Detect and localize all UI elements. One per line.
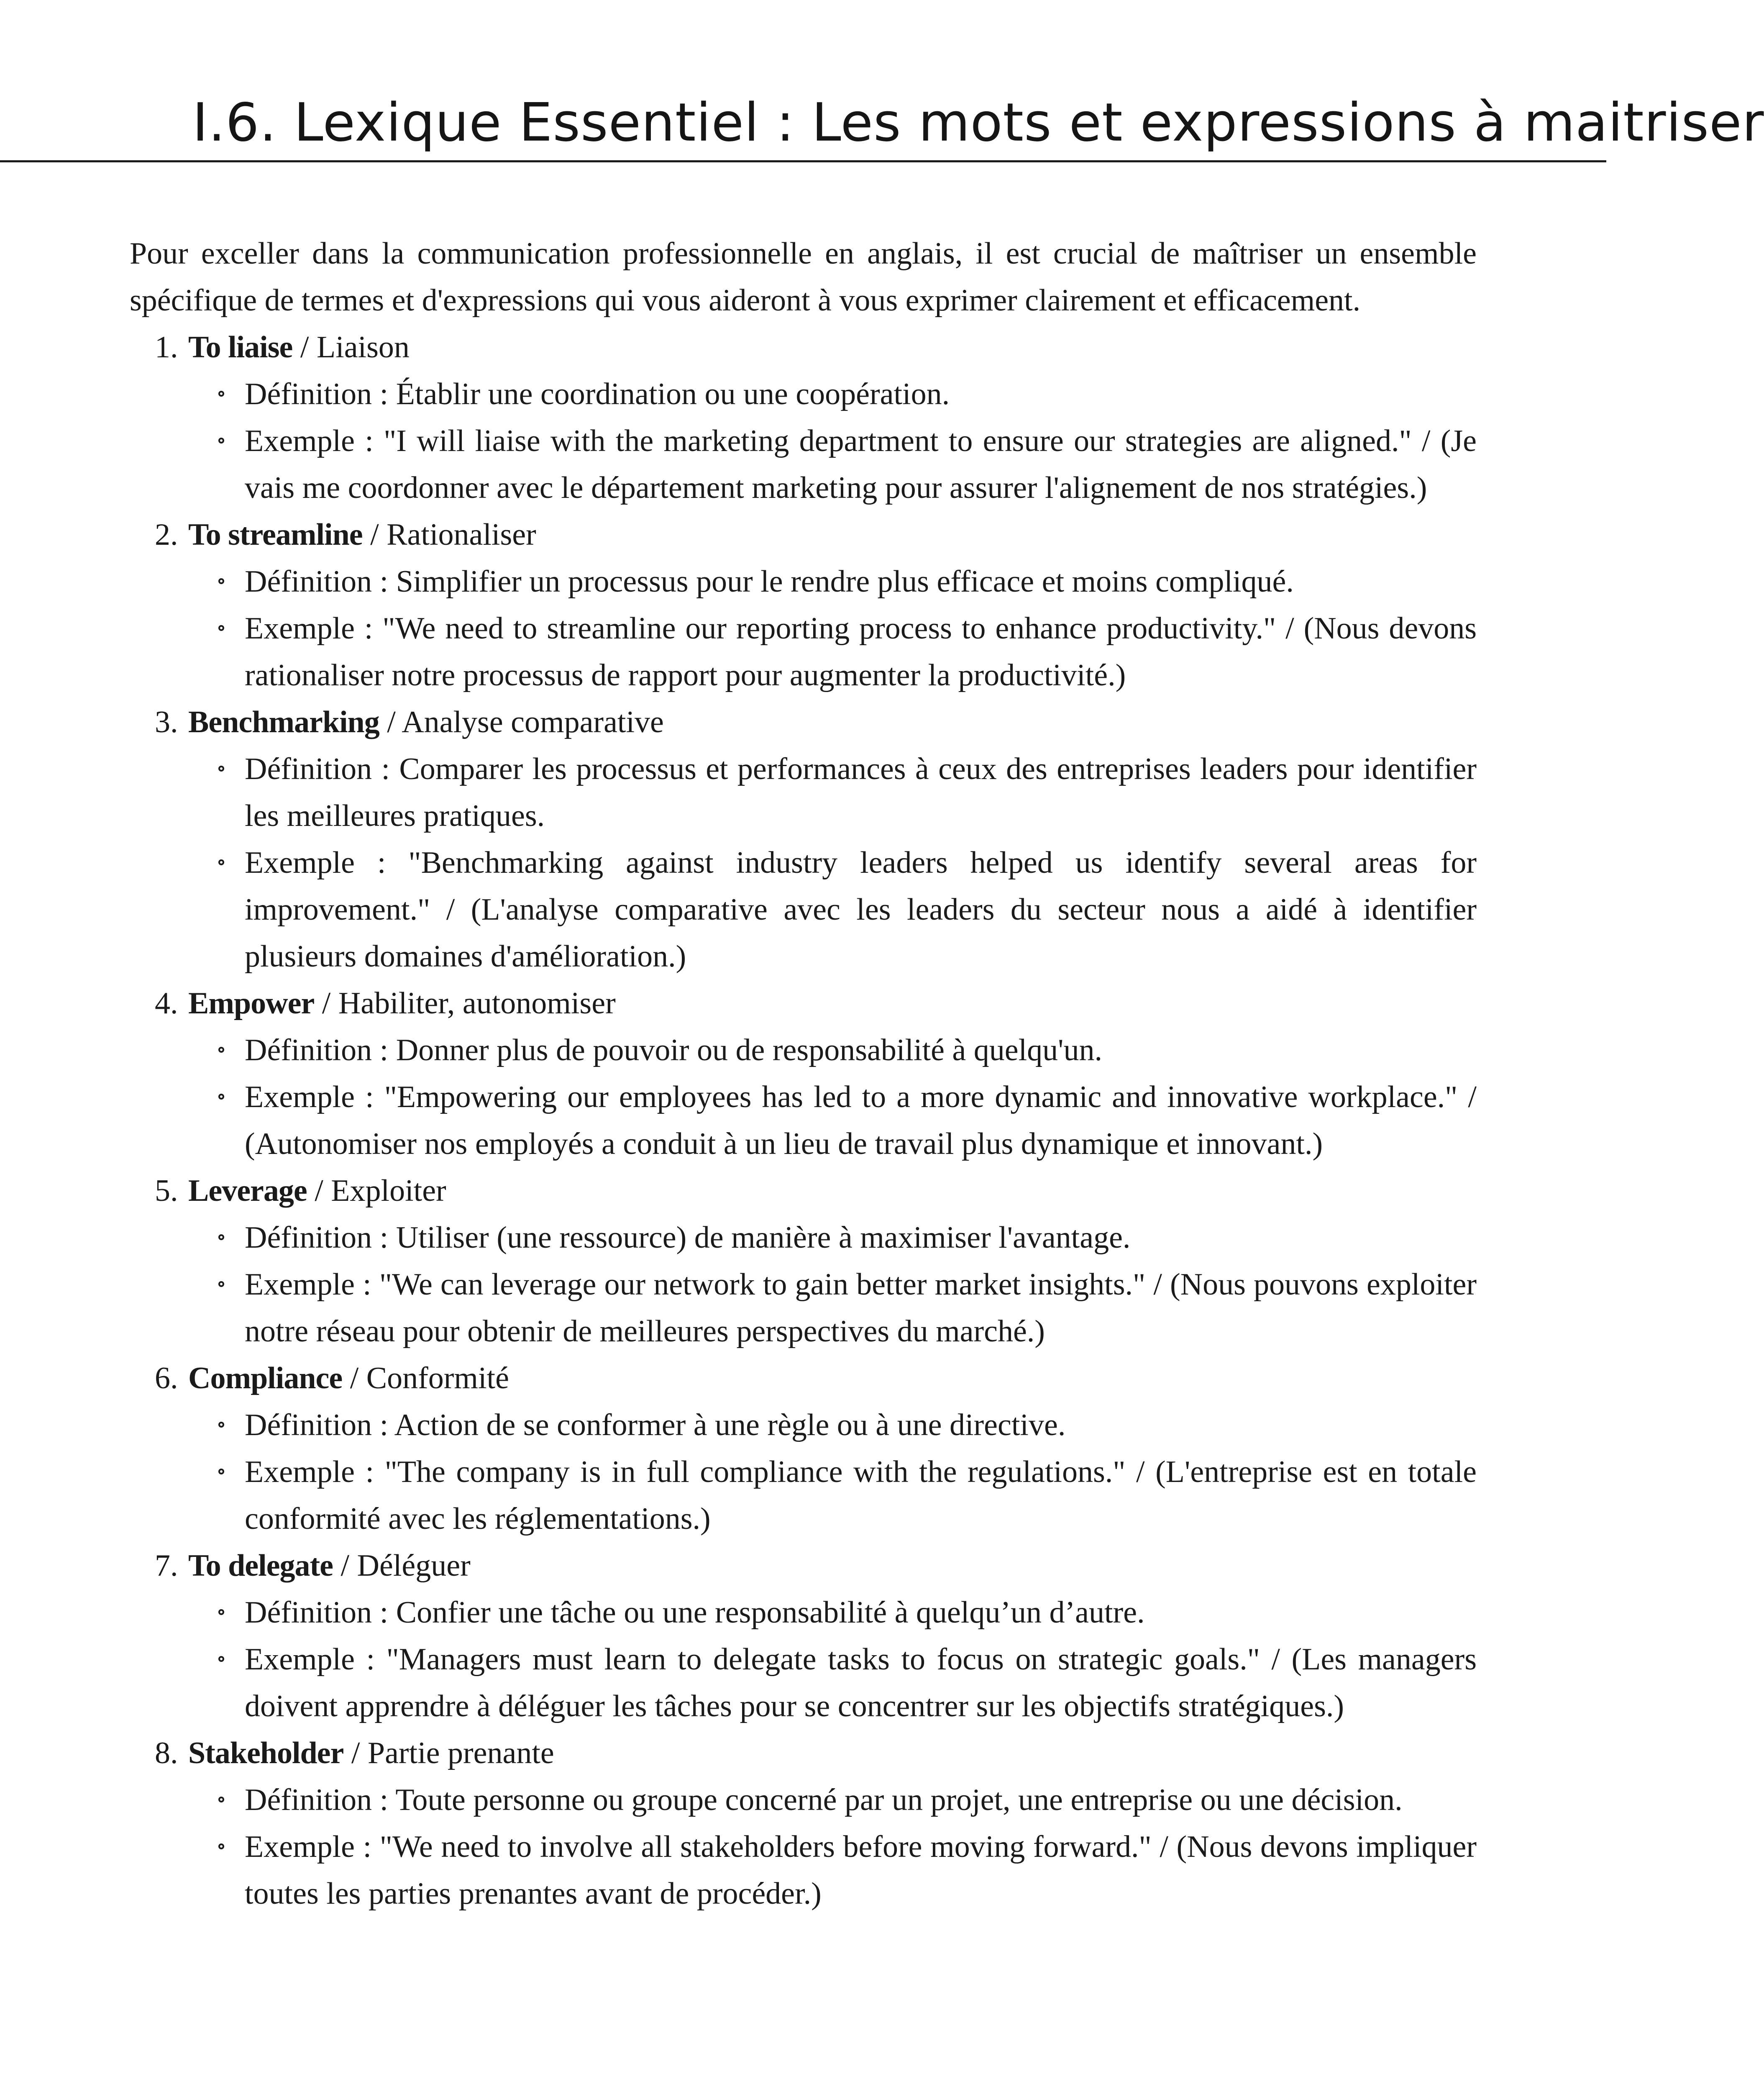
bullet-circle-icon xyxy=(218,391,224,397)
term-translation: / Habiliter, autonomiser xyxy=(314,986,616,1020)
intro-paragraph: Pour exceller dans la communication professionnelle en anglais, il est crucial de maîtriser un ensemble spécifique de termes et d'expressions qui vous aideront à vous exprimer clairement et efficacement. xyxy=(130,236,1477,318)
bullet-circle-icon xyxy=(218,1281,224,1287)
bullet-circle-icon xyxy=(218,625,224,631)
term-item-empower xyxy=(130,980,1477,1167)
term-list xyxy=(130,324,1477,1917)
term-translation: / Déléguer xyxy=(333,1548,471,1583)
term-number: 2. xyxy=(155,518,178,552)
header-divider xyxy=(0,160,1606,162)
term-translation: / Conformité xyxy=(342,1361,509,1395)
page-title: I.6. Lexique Essentiel : Les mots et expressions à maitriser xyxy=(192,92,1764,153)
term-number: 5. xyxy=(155,1174,178,1208)
bullet-circle-icon xyxy=(218,1422,224,1428)
example-item xyxy=(130,418,1477,511)
example-item xyxy=(130,1823,1477,1917)
term-name: Compliance xyxy=(188,1361,343,1395)
example-item xyxy=(130,1636,1477,1730)
term-item-to-streamline xyxy=(130,511,1477,699)
example-text: Exemple : "I will liaise with the marketing department to ensure our strategies are aligned." / (Je vais me coordonner avec le département marketing pour assurer l'alignement de nos stratégies.) xyxy=(245,424,1477,505)
term-number: 6. xyxy=(155,1361,178,1395)
term-details xyxy=(130,1777,1477,1917)
term-translation: / Liaison xyxy=(292,330,410,364)
definition-text: Définition : Établir une coordination ou une coopération. xyxy=(245,377,950,411)
term-details xyxy=(130,746,1477,980)
definition-text: Définition : Simplifier un processus pour le rendre plus efficace et moins compliqué. xyxy=(245,564,1294,599)
definition-item xyxy=(130,1214,1477,1261)
bullet-circle-icon xyxy=(218,1234,224,1240)
term-item-benchmarking xyxy=(130,699,1477,980)
term-number: 7. xyxy=(155,1548,178,1583)
term-details xyxy=(130,558,1477,699)
definition-item xyxy=(130,371,1477,418)
example-text: Exemple : "We can leverage our network to gain better market insights." / (Nous pouvons exploiter notre réseau pour obtenir de meilleures perspectives du marché.) xyxy=(245,1267,1477,1349)
definition-text: Définition : Confier une tâche ou une responsabilité à quelqu’un d’autre. xyxy=(245,1595,1145,1630)
example-text: Exemple : "Empowering our employees has led to a more dynamic and innovative workplace." / (Autonomiser nos employés a conduit à un lieu de travail plus dynamique et innovant.) xyxy=(245,1080,1477,1161)
definition-text: Définition : Donner plus de pouvoir ou de responsabilité à quelqu'un. xyxy=(245,1033,1102,1067)
term-heading xyxy=(130,1542,1477,1589)
example-text: Exemple : "Benchmarking against industry leaders helped us identify several areas for improvement." / (L'analyse comparative avec les leaders du secteur nous a aidé à identifier plusieurs domaines d'amélioration.) xyxy=(245,846,1477,974)
example-item xyxy=(130,1074,1477,1167)
bullet-circle-icon xyxy=(218,1843,224,1849)
term-name: To delegate xyxy=(188,1548,333,1583)
definition-item xyxy=(130,1402,1477,1449)
bullet-circle-icon xyxy=(218,1797,224,1802)
term-heading xyxy=(130,1355,1477,1402)
term-heading xyxy=(130,1730,1477,1777)
bullet-circle-icon xyxy=(218,1609,224,1615)
example-text: Exemple : "We need to streamline our reporting process to enhance productivity." / (Nous devons rationaliser notre processus de rapport pour augmenter la productivité.) xyxy=(245,611,1477,692)
example-item xyxy=(130,839,1477,980)
definition-item xyxy=(130,558,1477,605)
term-heading xyxy=(130,1167,1477,1214)
bullet-circle-icon xyxy=(218,1469,224,1474)
term-translation: / Rationaliser xyxy=(362,518,536,552)
term-details xyxy=(130,1027,1477,1167)
example-text: Exemple : "We need to involve all stakeholders before moving forward." / (Nous devons impliquer toutes les parties prenantes avant de procéder.) xyxy=(245,1830,1477,1911)
term-heading xyxy=(130,699,1477,746)
term-item-to-delegate xyxy=(130,1542,1477,1730)
term-name: To liaise xyxy=(188,330,293,364)
term-name: To streamline xyxy=(188,518,363,552)
term-item-to-liaise xyxy=(130,324,1477,511)
definition-text: Définition : Utiliser (une ressource) de manière à maximiser l'avantage. xyxy=(245,1220,1131,1255)
definition-text: Définition : Toute personne ou groupe concerné par un projet, une entreprise ou une décision. xyxy=(245,1783,1403,1817)
term-name: Leverage xyxy=(188,1174,307,1208)
term-number: 1. xyxy=(155,330,178,364)
example-text: Exemple : "Managers must learn to delegate tasks to focus on strategic goals." / (Les managers doivent apprendre à déléguer les tâches pour se concentrer sur les objectifs stratégiques.) xyxy=(245,1642,1477,1723)
example-item xyxy=(130,1449,1477,1542)
bullet-circle-icon xyxy=(218,859,224,865)
bullet-circle-icon xyxy=(218,438,224,444)
term-item-stakeholder xyxy=(130,1730,1477,1917)
term-name: Empower xyxy=(188,986,315,1020)
definition-item xyxy=(130,746,1477,839)
term-item-leverage xyxy=(130,1167,1477,1355)
term-heading xyxy=(130,980,1477,1027)
definition-text: Définition : Action de se conformer à une règle ou à une directive. xyxy=(245,1408,1066,1442)
term-translation: / Exploiter xyxy=(307,1174,446,1208)
definition-item xyxy=(130,1027,1477,1074)
term-number: 8. xyxy=(155,1736,178,1770)
example-item xyxy=(130,605,1477,699)
term-translation: / Analyse comparative xyxy=(379,705,664,739)
definition-item xyxy=(130,1589,1477,1636)
term-number: 4. xyxy=(155,986,178,1020)
bullet-circle-icon xyxy=(218,766,224,772)
bullet-circle-icon xyxy=(218,1047,224,1053)
term-details xyxy=(130,1214,1477,1355)
term-details xyxy=(130,371,1477,511)
term-heading xyxy=(130,511,1477,558)
bullet-circle-icon xyxy=(218,1656,224,1662)
term-name: Benchmarking xyxy=(188,705,379,739)
page-header xyxy=(0,0,1764,167)
example-item xyxy=(130,1261,1477,1355)
definition-item xyxy=(130,1777,1477,1823)
bullet-circle-icon xyxy=(218,1094,224,1100)
term-details xyxy=(130,1589,1477,1730)
example-text: Exemple : "The company is in full compliance with the regulations." / (L'entreprise est en totale conformité avec les réglementations.) xyxy=(245,1455,1477,1536)
term-item-compliance xyxy=(130,1355,1477,1542)
main-content xyxy=(130,230,1477,1917)
term-number: 3. xyxy=(155,705,178,739)
term-heading xyxy=(130,324,1477,371)
term-name: Stakeholder xyxy=(188,1736,344,1770)
term-details xyxy=(130,1402,1477,1542)
bullet-circle-icon xyxy=(218,578,224,584)
term-translation: / Partie prenante xyxy=(343,1736,554,1770)
definition-text: Définition : Comparer les processus et performances à ceux des entreprises leaders pour identifier les meilleures pratiques. xyxy=(245,752,1477,833)
